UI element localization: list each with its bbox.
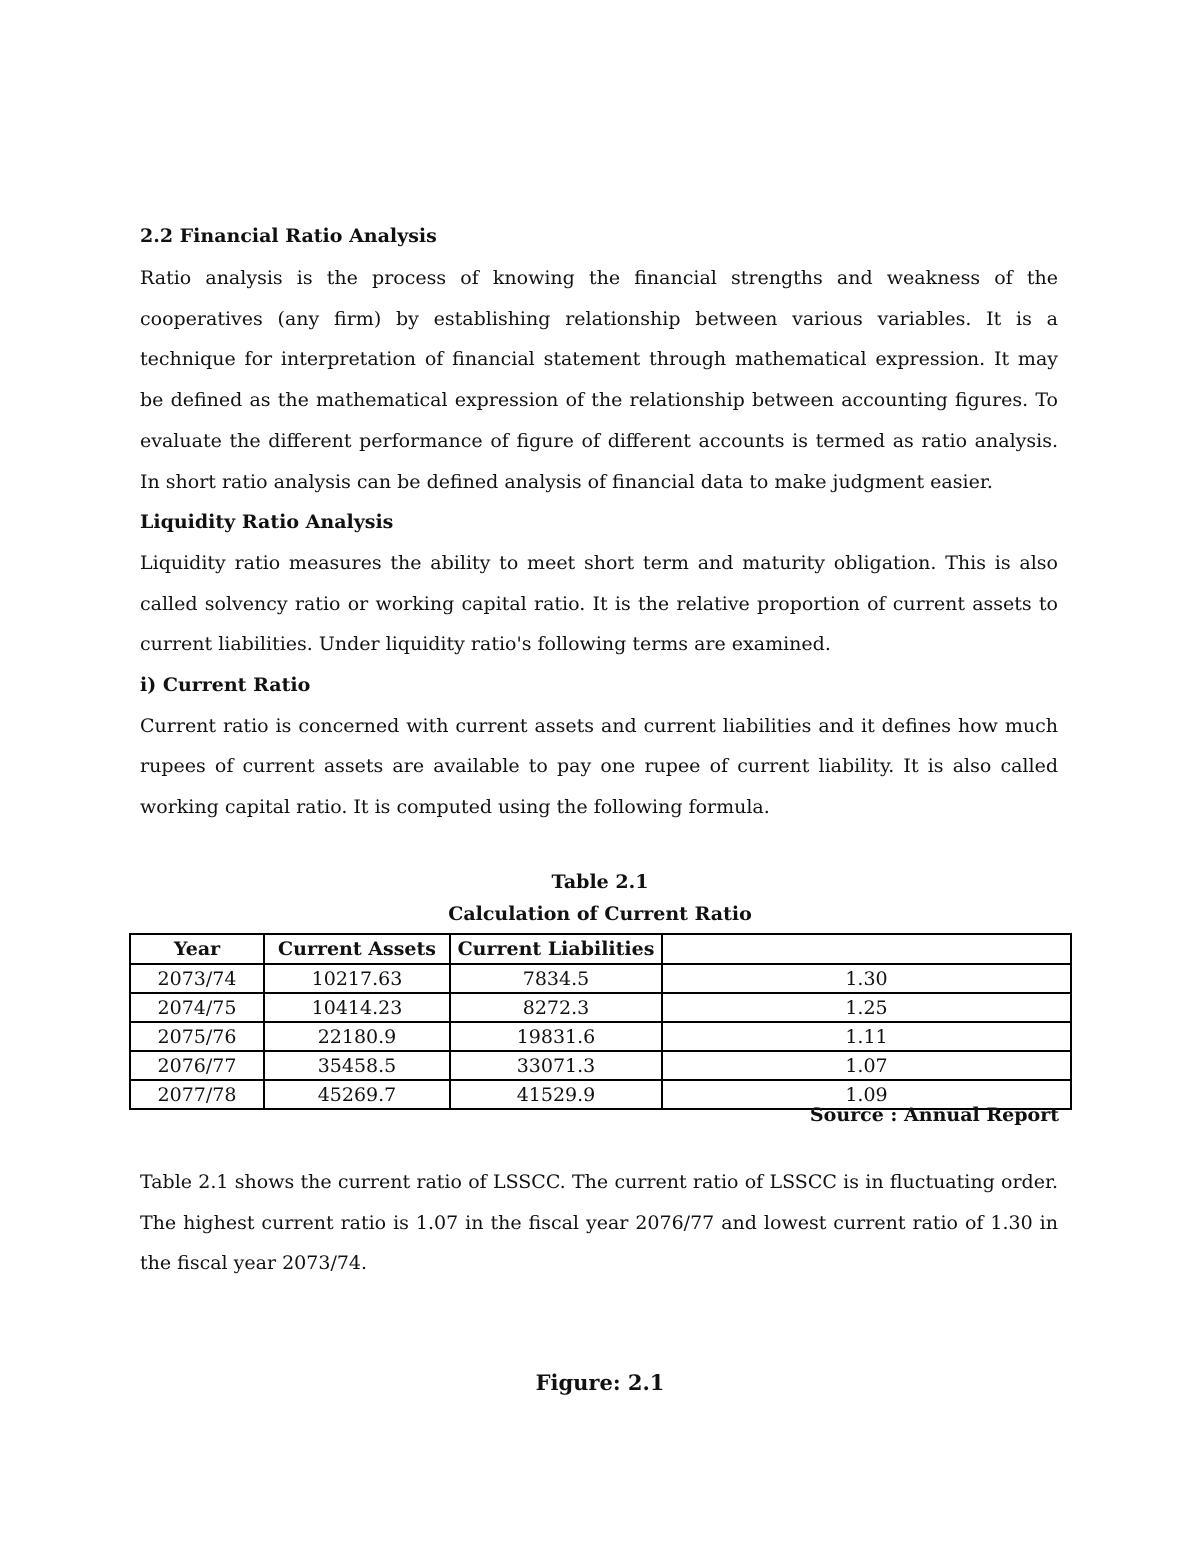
document-body — [140, 222, 1058, 828]
cell-liabilities: 7834.5 — [450, 964, 662, 993]
section-title: 2.2 Financial Ratio Analysis — [140, 225, 437, 247]
cell-year: 2077/78 — [130, 1080, 264, 1109]
analysis-block — [140, 1162, 1058, 1284]
cell-assets: 10217.63 — [264, 964, 450, 993]
cell-ratio: 1.07 — [662, 1051, 1071, 1080]
cell-liabilities: 41529.9 — [450, 1080, 662, 1109]
table-number: Table 2.1 — [551, 871, 649, 893]
table-row — [130, 1022, 1071, 1051]
cell-ratio: 1.09 — [662, 1080, 1071, 1109]
table-row — [130, 993, 1071, 1022]
table-header-row — [130, 934, 1071, 964]
liquidity-paragraph: Liquidity ratio measures the ability to meet short term and maturity obligation. This is also called solvency ratio or working capital ratio. It is the relative proportion of current assets to current liabilities. Under liquidity ratio's following terms are examined. — [140, 551, 1058, 656]
header-current-liabilities: Current Liabilities — [450, 934, 662, 964]
current-ratio-heading: i) Current Ratio — [140, 674, 311, 697]
table-row — [130, 964, 1071, 993]
cell-ratio: 1.11 — [662, 1022, 1071, 1051]
figure-label: Figure: 2.1 — [535, 1370, 665, 1395]
header-year: Year — [130, 934, 264, 964]
header-ratio — [662, 934, 1071, 964]
liquidity-heading: Liquidity Ratio Analysis — [140, 511, 394, 534]
cell-year: 2073/74 — [130, 964, 264, 993]
current-ratio-paragraph: Current ratio is concerned with current assets and current liabilities and it defines how much rupees of current assets are available to pay one rupee of current liability. It is also called working capital ratio. It is computed using the following formula. — [140, 714, 1058, 819]
cell-liabilities: 33071.3 — [450, 1051, 662, 1080]
cell-liabilities: 8272.3 — [450, 993, 662, 1022]
cell-ratio: 1.30 — [662, 964, 1071, 993]
table-title: Calculation of Current Ratio — [448, 903, 752, 925]
current-ratio-table — [129, 933, 1072, 1110]
cell-assets: 10414.23 — [264, 993, 450, 1022]
cell-ratio: 1.25 — [662, 993, 1071, 1022]
cell-year: 2075/76 — [130, 1022, 264, 1051]
cell-year: 2074/75 — [130, 993, 264, 1022]
analysis-paragraph: Table 2.1 shows the current ratio of LSSCC. The current ratio of LSSCC is in fluctuating order. The highest current ratio is 1.07 in the fiscal year 2076/77 and lowest current ratio of 1.30 in the fiscal year 2073/74. — [140, 1171, 1058, 1275]
header-current-assets: Current Assets — [264, 934, 450, 964]
cell-assets: 35458.5 — [264, 1051, 450, 1080]
table-source: Source : Annual Report — [809, 1104, 1059, 1126]
cell-year: 2076/77 — [130, 1051, 264, 1080]
cell-assets: 45269.7 — [264, 1080, 450, 1109]
cell-assets: 22180.9 — [264, 1022, 450, 1051]
intro-paragraph: Ratio analysis is the process of knowing the financial strengths and weakness of the cooperatives (any firm) by establishing relationship between various variables. It is a technique for interpretation of financial statement through mathematical expression. It may be defined as the mathematical expression of the relationship between accounting figures. To evaluate the different performance of figure of different accounts is termed as ratio analysis. In short ratio analysis can be defined analysis of financial data to make judgment easier. — [140, 267, 1058, 493]
table-row — [130, 1051, 1071, 1080]
cell-liabilities: 19831.6 — [450, 1022, 662, 1051]
